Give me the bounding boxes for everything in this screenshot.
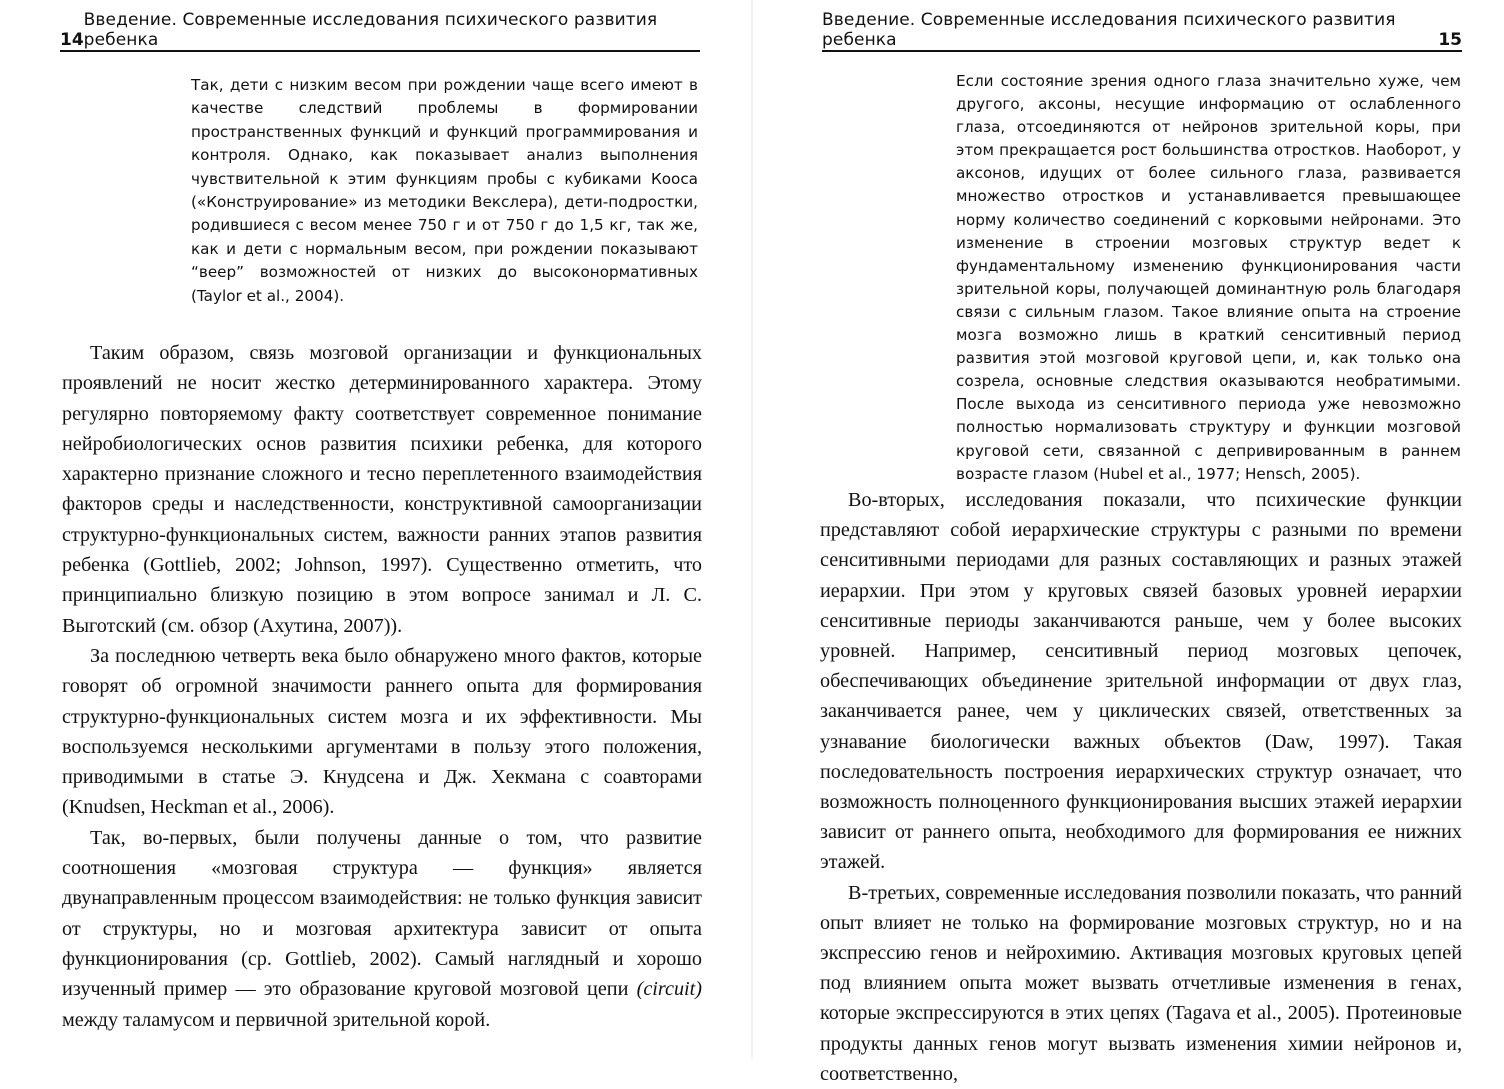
paragraph-text: между таламусом и первичной зрительной корой. [62, 1008, 491, 1031]
left-page [0, 0, 752, 1059]
italic-term: (circuit) [636, 978, 702, 1001]
right-page-header [822, 10, 1462, 52]
paragraph [62, 823, 702, 1035]
inset-paragraph: Если состояние зрения одного глаза значительно хуже, чем другого, аксоны, несущие информацию от ослабленного глаза, отсоединяются от нейронов зрительной коры, при этом прекращается рост большинства отростков. Наоборот, у аксонов, идущих от более сильного глаза, развивается множество отростков и устанавливается превышающее норму количество соединений с корковыми нейронами. Это изменение в строении мозговых структур ведет к фундаментальному изменению функционирования части зрительной коры, получающей доминантную роль благодаря связи с сильным глазом. Такое влияние опыта на строение мозга возможно лишь в краткий сенситивный период развития этой мозговой круговой цепи, и, как только она созрела, основные следствия оказываются необратимыми. После выхода из сенситивного периода уже невозможно полностью нормализовать структуру и функции мозговой круговой сети, связанной с депривированным в раннем возрасте глазом (Hubel et al., 1977; Hensch, 2005). [956, 72, 1461, 483]
paragraph: Таким образом, связь мозговой организации и функциональных проявлений не носит жестко детерминированного характера. Этому регулярно повторяемому факту соответствует современное понимание нейробиологических основ развития психики ребенка, для которого характерно признание сложного и тесно переплетенного взаимодействия факторов среды и наследственности, конструктивной самоорганизации структурно-функциональных систем, важности ранних этапов развития ребенка (Gottlieb, 2002; Johnson, 1997). Существенно отметить, что принципиально близкую позицию в этом вопросе занимал и Л. С. Выготский (см. обзор (Ахутина, 2007)). [62, 342, 702, 637]
paragraph: В-третьих, современные исследования позволили показать, что ранний опыт влияет не только на формирование мозговых структур, но и на экспрессию генов и нейрохимию. Активация мозговых круговых цепей под влиянием опыта может вызвать отчетливые изменения в генах, которые экспрессируются в этих цепях (Tagava et al., 2005). Протеиновые продукты данных генов могут вызвать изменения химии нейронов и, соответственно, [820, 881, 1462, 1085]
paragraph: Во-вторых, исследования показали, что психические функции представляют собой иерархические структуры с разными по времени сенситивными периодами для разных составляющих и разных этажей иерархии. При этом у круговых связей базовых уровней иерархии сенситивные периоды заканчиваются раньше, чем у более высоких уровней. Например, сенситивный период мозговых цепочек, обеспечивающих объединение зрительной информации от двух глаз, заканчивается ранее, чем у циклических связей, ответственных за узнавание биологически важных объектов (Daw, 1997). Такая последовательность построения иерархических структур означает, что возможность полноценного функционирования высших этажей иерархии зависит от раннего опыта, необходимого для формирования ее нижних этажей. [820, 489, 1462, 874]
body-text [820, 485, 1462, 1089]
running-head: Введение. Современные исследования психического развития ребенка [822, 10, 1396, 50]
paragraph-text: Так, во-первых, были получены данные о том, что развитие соотношения «мозговая структура — функция» является двунаправленным процессом взаимодействия: не только функция зависит от структуры, но и мозговая архитектура зависит от опыта функционирования (ср. Gottlieb, 2002). Самый наглядный и хорошо изученный пример — это образование круговой мозговой цепи [62, 826, 702, 1001]
page-number: 14 [60, 30, 84, 50]
left-page-header [60, 10, 700, 52]
running-head: Введение. Современные исследования психического развития ребенка [83, 10, 658, 50]
page-number: 15 [1438, 30, 1462, 50]
right-page [752, 0, 1504, 1085]
inset-paragraph: Так, дети с низким весом при рождении чаще всего имеют в качестве следствий проблемы в формировании пространственных функций и функций программирования и контроля. Однако, как показывает анализ выполнения чувствительной к этим функциям пробы с кубиками Кооса («Конструирование» из методики Векслера), дети-подростки, родившиеся с весом менее 750 г и от 750 г до 1,5 кг, так же, как и дети с нормальным весом, при рождении показывают “веер” возможностей от низких до высоконормативных (Taylor et al., 2004). [191, 76, 698, 305]
paragraph: За последнюю четверть века было обнаружено много фактов, которые говорят об огромной значимости раннего опыта для формирования структурно-функциональных систем мозга и их эффективности. Мы воспользуемся несколькими аргументами в пользу этого положения, приводимыми в статье Э. Кнудсена и Дж. Хекмана с соавторами (Knudsen, Heckman et al., 2006). [62, 644, 702, 819]
body-text [62, 338, 702, 1035]
